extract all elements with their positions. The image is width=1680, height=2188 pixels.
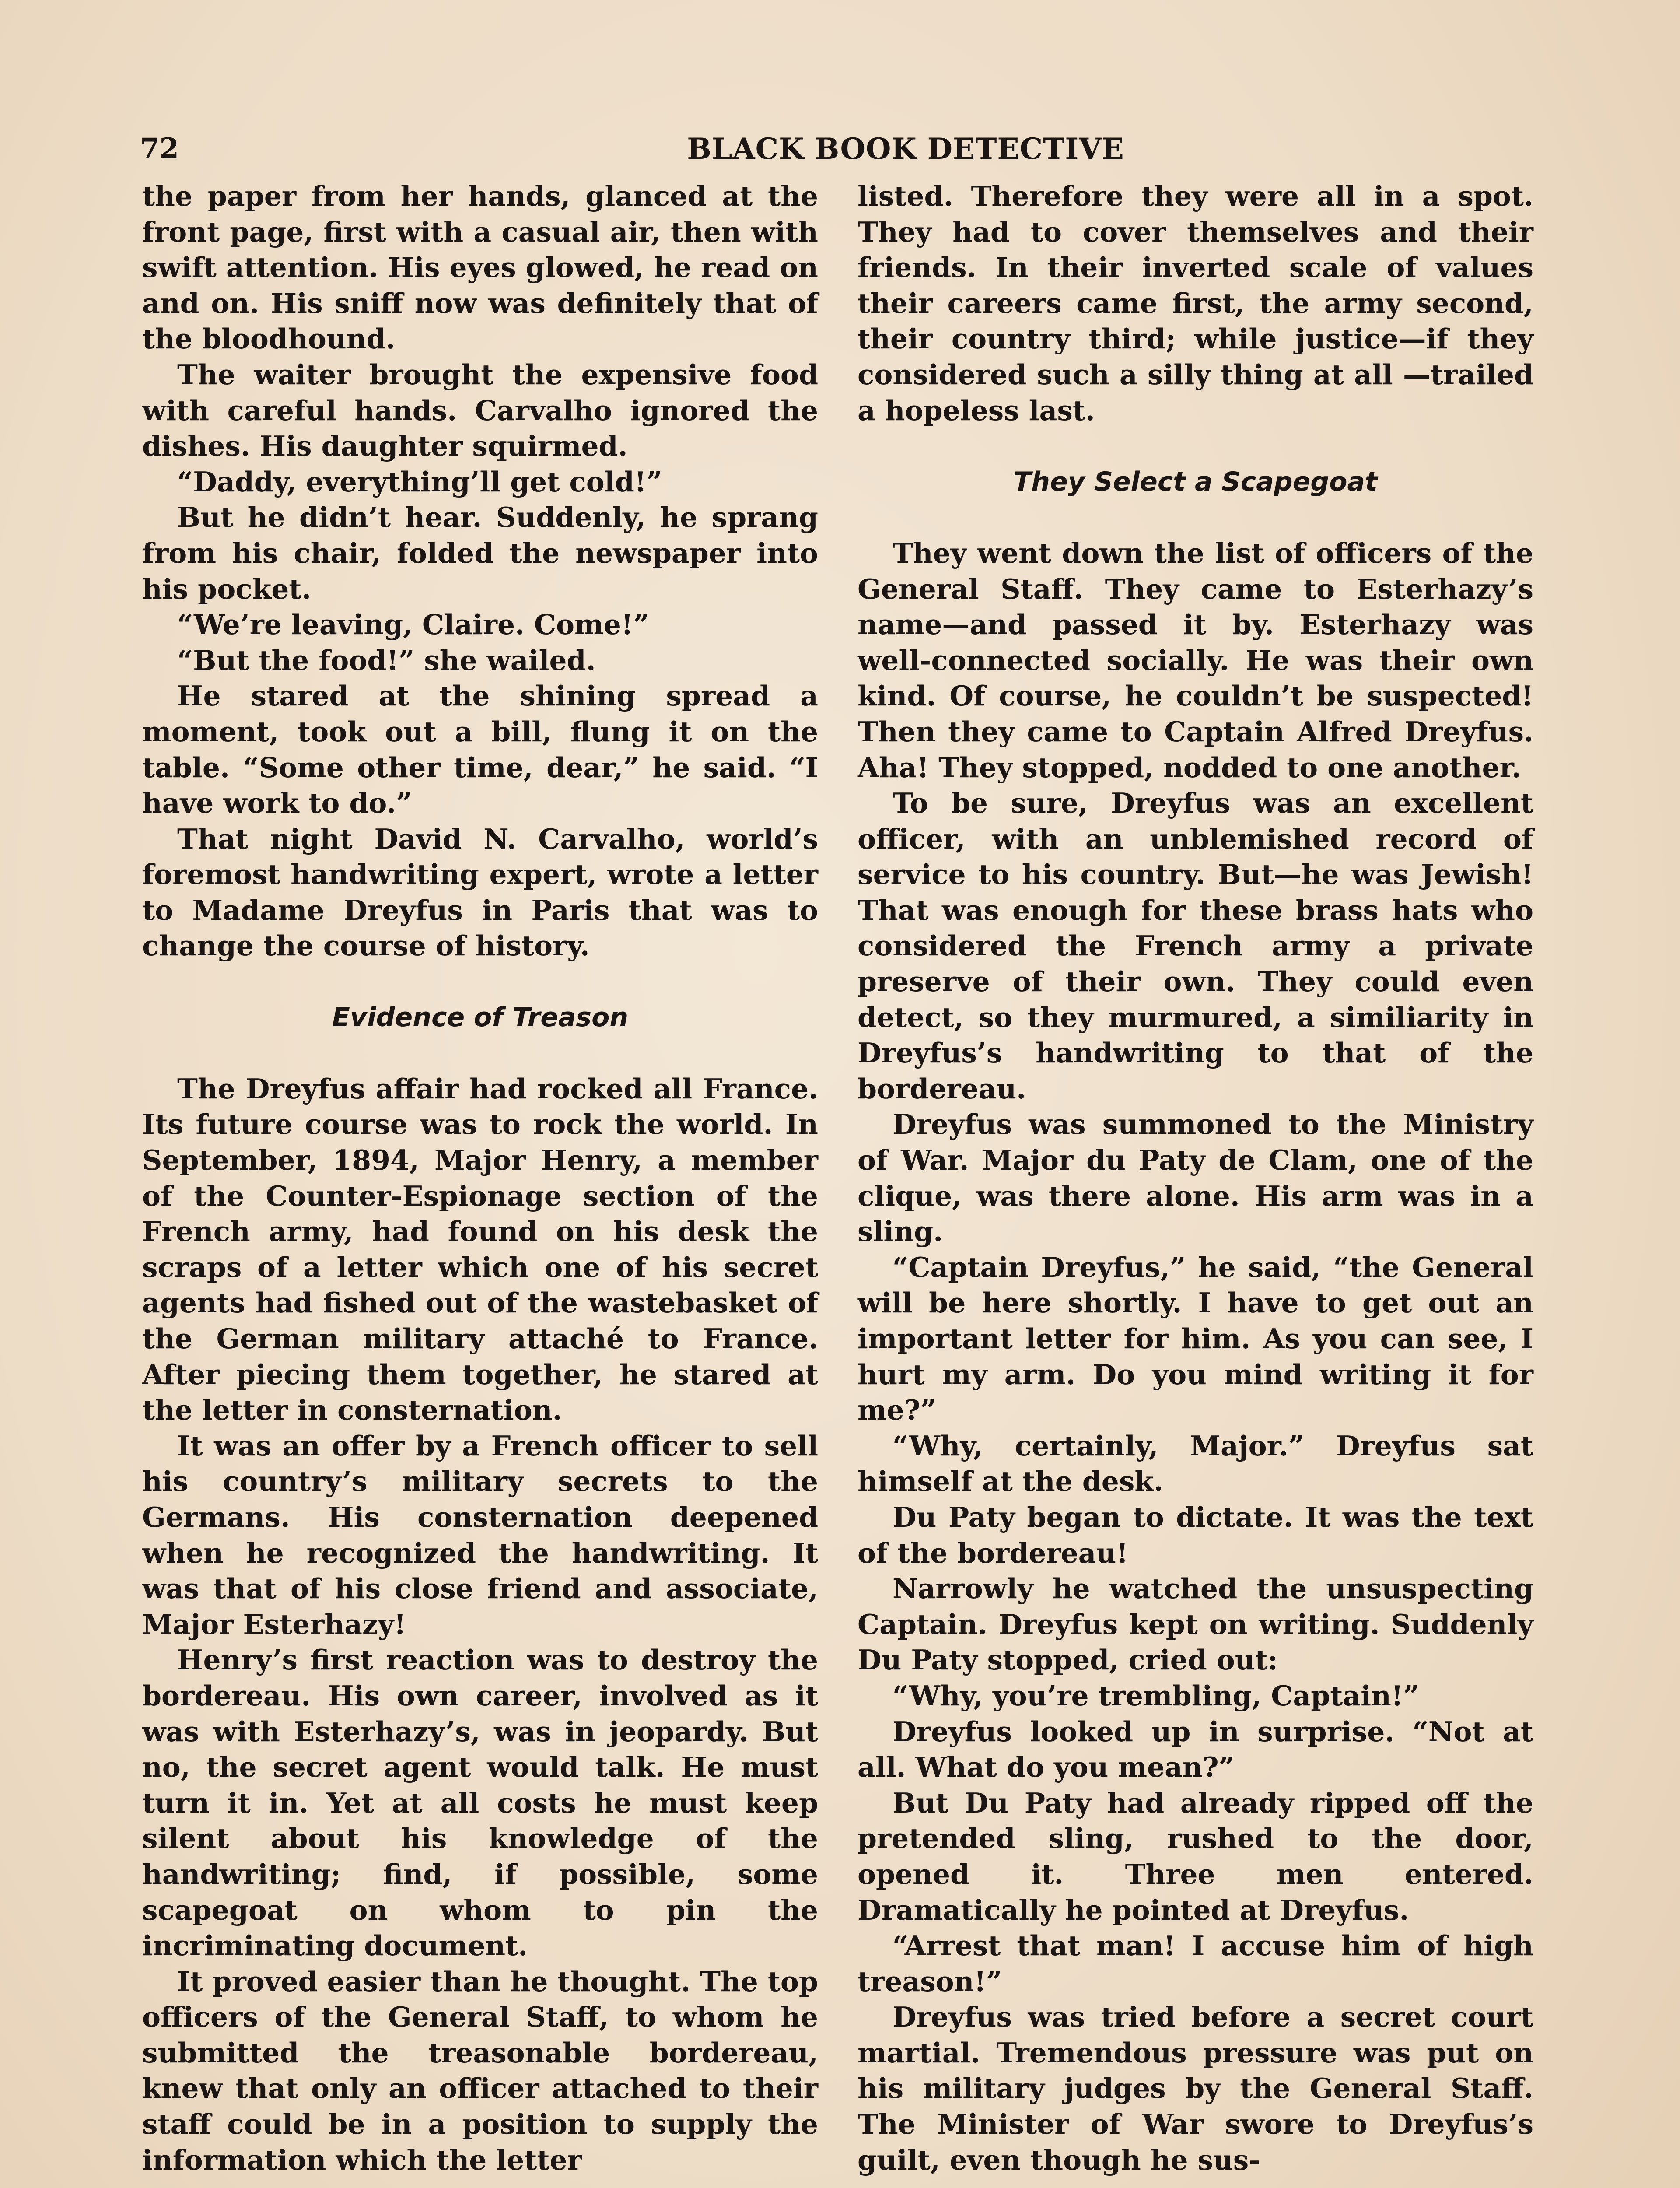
paragraph: It was an offer by a French officer to sell his country’s military secrets to the Germans. His consternation deepened when he recognized the handwriting. It was that of his close friend and associate, Major Esterhazy! (142, 1429, 818, 1641)
paragraph: the paper from her hands, glanced at the front page, first with a casual air, then with swift attention. His eyes glowed, he read on and on. His sniff now was definitely that of the bloodhound. (142, 180, 818, 355)
section-heading: Evidence of Treason (332, 1002, 629, 1033)
paragraph: listed. Therefore they were all in a spot. They had to cover themselves and their friends. In their inverted scale of values their careers came first, the army second, their country third; while justice—if they considered such a silly thing at all —trailed a hopeless last. (858, 180, 1533, 427)
paragraph: It proved easier than he thought. The top officers of the General Staff, to whom he submitted the treasonable bordereau, knew that only an officer attached to their staff could be in a position to supply the information which the letter (142, 1965, 818, 2176)
paragraph: He stared at the shining spread a moment, took out a bill, flung it on the table. “Some other time, dear,” he said. “I have work to do.” (142, 680, 818, 820)
paragraph: But he didn’t hear. Suddenly, he sprang from his chair, folded the newspaper into his pocket. (142, 501, 818, 605)
paragraph: “Why, you’re trembling, Captain!” (892, 1679, 1419, 1712)
running-head: BLACK BOOK DETECTIVE (687, 132, 1124, 166)
right-column (858, 179, 1533, 2178)
paragraph: To be sure, Dreyfus was an excellent officer, with an unblemished record of service to his country. But—he was Jewish! That was enough for these brass hats who considered the French army a private preserve of their own. They could even detect, so they murmured, a similiarity in Dreyfus’s handwriting to that of the bordereau. (858, 787, 1533, 1105)
paragraph: The waiter brought the expensive food with careful hands. Carvalho ignored the dishes. His daughter squirmed. (142, 358, 818, 463)
paragraph: Dreyfus was summoned to the Ministry of War. Major du Paty de Clam, one of the clique, was there alone. His arm was in a sling. (858, 1108, 1533, 1248)
paragraph: That night David N. Carvalho, world’s foremost handwriting expert, wrote a letter to Madame Dreyfus in Paris that was to change the course of history. (142, 822, 818, 962)
page-header (140, 131, 1540, 166)
paragraph: “We’re leaving, Claire. Come!” (177, 608, 649, 641)
paragraph: “Daddy, everything’ll get cold!” (177, 465, 662, 498)
page-number: 72 (140, 132, 179, 165)
paragraph: But Du Paty had already ripped off the pretended sling, rushed to the door, opened it. Three men entered. Dramatically he pointed at Dreyfus. (858, 1786, 1533, 1926)
paragraph: Henry’s first reaction was to destroy the bordereau. His own career, involved as it was with Esterhazy’s, was in jeopardy. But no, the secret agent would talk. He must turn it in. Yet at all costs he must keep silent about his knowledge of the handwriting; find, if possible, some scapegoat on whom to pin the incriminating document. (142, 1644, 818, 1962)
paragraph: The Dreyfus affair had rocked all France. Its future course was to rock the world. In September, 1894, Major Henry, a member of the Counter-Espionage section of the French army, had found on his desk the scraps of a letter which one of his secret agents had fished out of the wastebasket of the German military attaché to France. After piecing them together, he stared at the letter in consternation. (142, 1072, 818, 1427)
paragraph: Dreyfus was tried before a secret court martial. Tremendous pressure was put on his military judges by the General Staff. The Minister of War swore to Dreyfus’s guilt, even though he sus- (858, 2001, 1533, 2176)
paragraph: Du Paty began to dictate. It was the text of the bordereau! (858, 1501, 1533, 1569)
paragraph: “Captain Dreyfus,” he said, “the General will be here shortly. I have to get out an important letter for him. As you can see, I hurt my arm. Do you mind writing it for me?” (858, 1251, 1533, 1427)
paragraph: “But the food!” she wailed. (177, 644, 596, 677)
paragraph: “Arrest that man! I accuse him of high treason!” (858, 1929, 1533, 1998)
paragraph: They went down the list of officers of the General Staff. They came to Esterhazy’s name—and passed it by. Esterhazy was well-connected socially. He was their own kind. Of course, he couldn’t be suspected! Then they came to Captain Alfred Dreyfus. Aha! They stopped, nodded to one another. (858, 536, 1533, 784)
paragraph: Dreyfus looked up in surprise. “Not at all. What do you mean?” (858, 1715, 1533, 1784)
paragraph: Narrowly he watched the unsuspecting Captain. Dreyfus kept on writing. Suddenly Du Paty stopped, cried out: (858, 1572, 1533, 1676)
left-column (142, 179, 818, 2178)
paragraph: “Why, certainly, Major.” Dreyfus sat himself at the desk. (858, 1429, 1533, 1498)
section-heading: They Select a Scapegoat (1013, 466, 1378, 497)
